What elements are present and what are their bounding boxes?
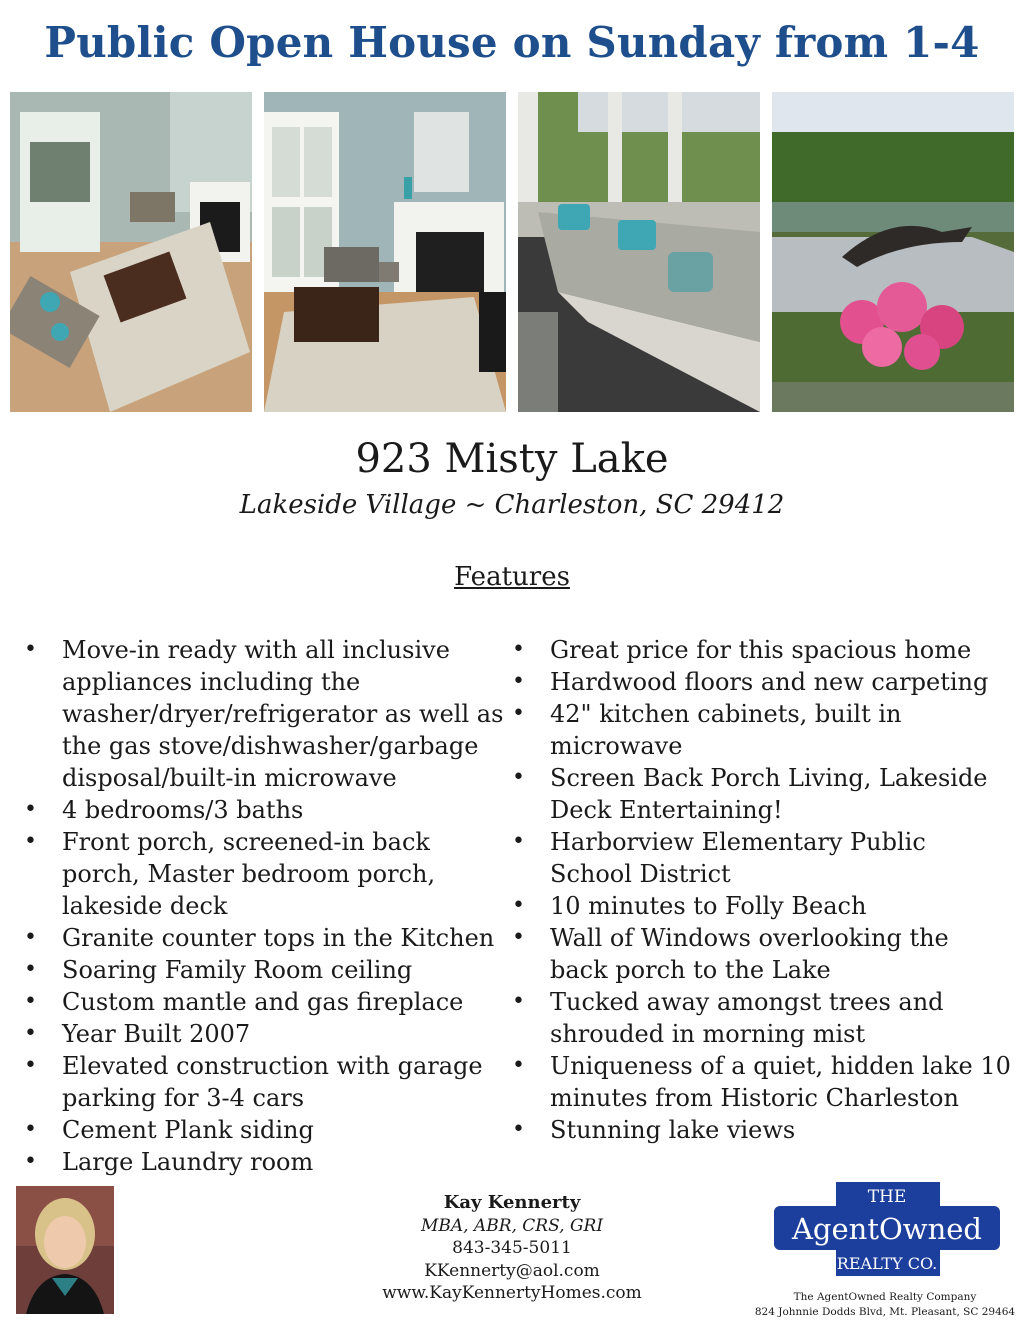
agentowned-logo [774,1182,1000,1278]
agent-email: KKennerty@aol.com [424,1260,600,1281]
agent-photo [16,1186,114,1314]
features-list-left [24,634,512,1178]
agent-credentials: MBA, ABR, CRS, GRI [420,1215,604,1236]
feature-item: • 10 minutes to Folly Beach [512,890,1012,922]
living-room-overhead-photo [10,92,252,412]
logo-line3: REALTY CO. [836,1254,938,1273]
agent-phone: 843-345-5011 [452,1238,572,1258]
feature-item: • Granite counter tops in the Kitchen [24,922,512,954]
feature-item: • Soaring Family Room ceiling [24,954,512,986]
feature-item: • Front porch, screened-in back porch, Master bedroom porch, lakeside deck [24,826,512,922]
agent-website: www.KayKennertyHomes.com [382,1283,642,1303]
feature-item: • Uniqueness of a quiet, hidden lake 10 minutes from Historic Charleston [512,1050,1012,1114]
photo-strip [10,92,1014,412]
feature-item: • Stunning lake views [512,1114,1012,1146]
property-location: Lakeside Village ~ Charleston, SC 29412 [239,490,785,520]
feature-item: • Tucked away amongst trees and shrouded in morning mist [512,986,1012,1050]
open-house-headline: Public Open House on Sunday from 1-4 [44,18,980,67]
company-info [740,1290,1024,1320]
feature-item: • Screen Back Porch Living, Lakeside Deck Entertaining! [512,762,1012,826]
fireplace-living-room-photo [264,92,506,412]
feature-item: • Custom mantle and gas fireplace [24,986,512,1018]
property-address: 923 Misty Lake [355,436,669,482]
company-name: The AgentOwned Realty Company [793,1291,977,1303]
feature-item: • 4 bedrooms/3 baths [24,794,512,826]
agent-contact [362,1192,662,1305]
feature-item: • Elevated construction with garage parking for 3-4 cars [24,1050,512,1114]
feature-item: • Harborview Elementary Public School District [512,826,1012,890]
feature-item: • 42" kitchen cabinets, built in microwave [512,698,1012,762]
screened-porch-photo [518,92,760,412]
company-address: 824 Johnnie Dodds Blvd, Mt. Pleasant, SC 29464 [754,1306,1016,1318]
feature-item: • Hardwood floors and new carpeting [512,666,1012,698]
feature-item: • Large Laundry room [24,1146,512,1178]
feature-item: • Move-in ready with all inclusive appliances including the washer/dryer/refrigerator as well as the gas stove/dishwasher/garbage disposal/built-in microwave [24,634,512,794]
feature-item: • Cement Plank siding [24,1114,512,1146]
agent-name: Kay Kennerty [443,1192,581,1213]
lakeside-deck-photo [772,92,1014,412]
features-heading: Features [454,562,570,592]
feature-item: • Year Built 2007 [24,1018,512,1050]
features-list-right [512,634,1012,1146]
feature-item: • Great price for this spacious home [512,634,1012,666]
logo-line2: AgentOwned [791,1212,983,1246]
feature-item: • Wall of Windows overlooking the back porch to the Lake [512,922,1012,986]
logo-line1: THE [867,1187,907,1207]
